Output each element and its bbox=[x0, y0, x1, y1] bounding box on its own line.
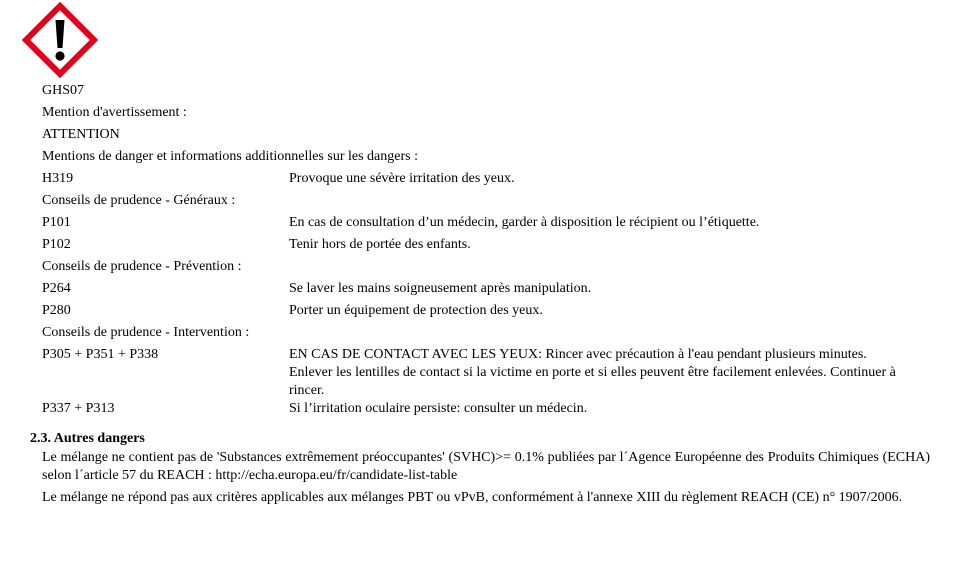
pictogram-code: GHS07 bbox=[42, 83, 85, 98]
precaution-row bbox=[42, 344, 922, 398]
exclamation-mark-icon bbox=[22, 2, 98, 78]
statement-code: P264 bbox=[42, 281, 71, 296]
statement-code: P101 bbox=[42, 215, 71, 230]
statement-text: Si l’irritation oculaire persiste: consulter un médecin. bbox=[289, 401, 588, 416]
statement-text: Tenir hors de portée des enfants. bbox=[289, 237, 471, 252]
intervention-label: Conseils de prudence - Intervention : bbox=[42, 325, 250, 340]
signal-word-label-row bbox=[42, 102, 922, 124]
statement-text: Se laver les mains soigneusement après manipulation. bbox=[289, 281, 592, 296]
precaution-row bbox=[42, 212, 922, 234]
statement-code: P305 + P351 + P338 bbox=[42, 347, 159, 362]
statement-text: Provoque une sévère irritation des yeux. bbox=[289, 171, 515, 186]
hazard-statement-row bbox=[42, 168, 922, 190]
paragraph: Le mélange ne contient pas de 'Substances extrêmement préoccupantes' (SVHC)>= 0.1% publiées par l´Agence Européenne des Produits Chimiques (ECHA) selon l´article 57 du REACH : http://echa.europa.eu/fr/candidate-list-table bbox=[42, 450, 930, 483]
statement-text: Porter un équipement de protection des yeux. bbox=[289, 303, 543, 318]
pictogram-code-row bbox=[42, 80, 922, 102]
signal-word-row bbox=[42, 124, 922, 146]
prevention-label-row bbox=[42, 256, 922, 278]
signal-word: ATTENTION bbox=[42, 127, 120, 142]
statement-code: H319 bbox=[42, 171, 74, 186]
prevention-label: Conseils de prudence - Prévention : bbox=[42, 259, 242, 274]
statement-code: P337 + P313 bbox=[42, 401, 115, 416]
hazard-statements-label: Mentions de danger et informations additionnelles sur les dangers : bbox=[42, 149, 418, 164]
general-label: Conseils de prudence - Généraux : bbox=[42, 193, 236, 208]
section-heading: 2.3. Autres dangers bbox=[30, 431, 145, 446]
statement-text: En cas de consultation d’un médecin, garder à disposition le récipient ou l’étiquette. bbox=[289, 215, 760, 230]
precaution-row bbox=[42, 278, 922, 300]
statement-code: P102 bbox=[42, 237, 71, 252]
statement-code: P280 bbox=[42, 303, 71, 318]
statement-text: EN CAS DE CONTACT AVEC LES YEUX: Rincer avec précaution à l'eau pendant plusieurs minutes. Enlever les lentilles de contact si la victime en porte et si elles peuvent être facilement enlevées. Continuer à rincer. bbox=[289, 347, 896, 398]
signal-word-label: Mention d'avertissement : bbox=[42, 105, 187, 120]
label-elements bbox=[42, 80, 922, 420]
paragraph: Le mélange ne répond pas aux critères applicables aux mélanges PBT ou vPvB, conformément à l'annexe XIII du règlement REACH (CE) n° 1907/2006. bbox=[42, 490, 903, 505]
precaution-row bbox=[42, 234, 922, 256]
general-label-row bbox=[42, 190, 922, 212]
hazard-statements-label-row bbox=[42, 146, 922, 168]
ghs07-pictogram bbox=[22, 2, 98, 78]
precaution-row bbox=[42, 398, 922, 420]
intervention-label-row bbox=[42, 322, 922, 344]
precaution-row bbox=[42, 300, 922, 322]
